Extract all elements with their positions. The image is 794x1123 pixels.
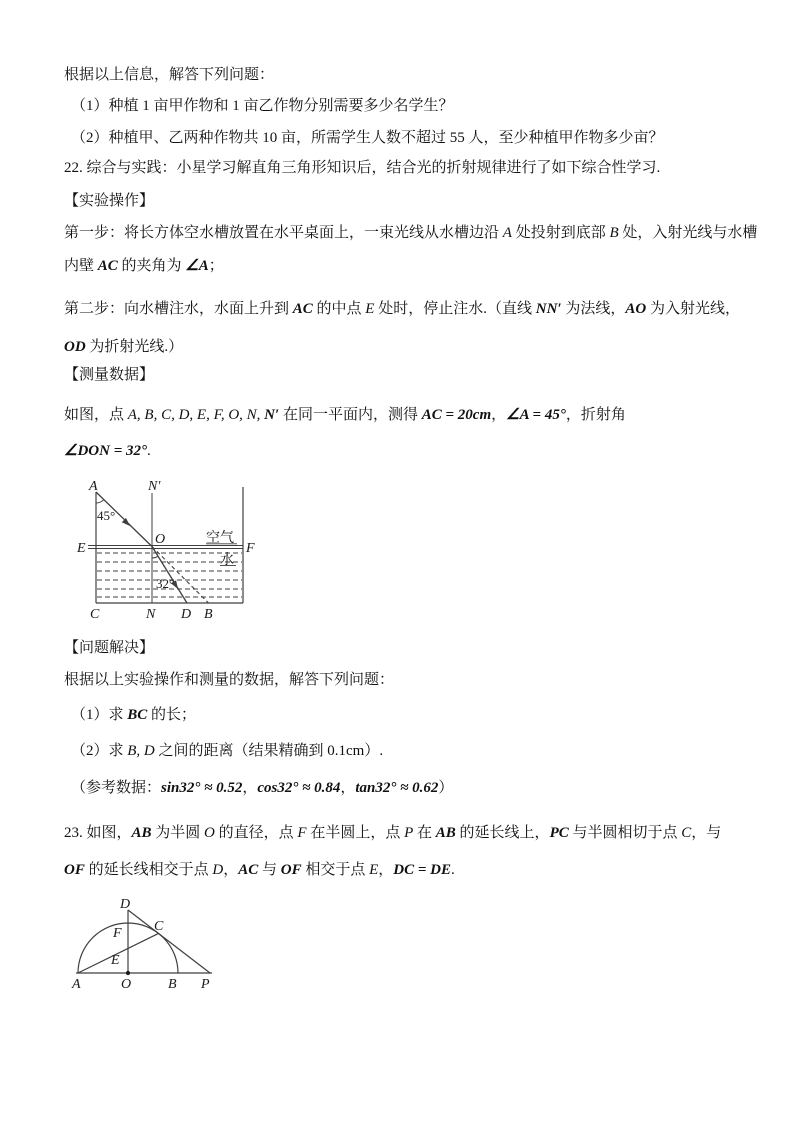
text-run: 的直径，点 [214,825,298,841]
section-header [64,191,154,212]
math-run: O [204,825,215,841]
text-run: 的夹角为 [117,258,186,274]
text-run: 【问题解决】 [64,640,155,656]
math-run: OF [64,862,85,878]
text-run: （1）种植 1 亩甲作物和 1 亩乙作物分别需要多少名学生？ [71,98,454,114]
math-run: D [212,862,224,878]
math-run: OF [280,862,302,878]
text-run: 内壁 [64,258,98,274]
point-label-N-prime: N′ [148,479,161,494]
text-line [64,823,721,844]
angle-32-label: 32° [156,576,175,591]
math-run: B [609,225,619,241]
text-run: （2）求 [71,743,128,759]
text-run: 的延长线相交于点 [84,862,213,878]
text-line [71,128,664,149]
angle-45-label: 45° [97,508,116,523]
math-run: AO [625,301,647,317]
math-run: E [369,862,379,878]
text-run: 如图，点 [64,407,128,423]
math-run: E [365,301,375,317]
math-run: sin32° ≈ 0.52 [161,780,243,796]
text-run: 在 [413,825,436,841]
point-label-O: O [155,532,166,547]
water-label: 水 [220,553,234,568]
text-run: （参考数据： [71,780,162,796]
math-run: C [681,825,692,841]
text-run: 与半圆相切于点 [568,825,682,841]
point-label-B: B [168,977,177,992]
text-run: 【实验操作】 [64,193,155,209]
math-run: BC [127,707,148,723]
math-run: AC [292,301,313,317]
text-line [71,778,453,799]
text-run: ，折射角 [565,407,626,423]
point-label-A: A [89,479,98,494]
point-label-O: O [121,977,132,992]
text-line [64,299,740,320]
angle-arc-32 [152,556,158,558]
text-run: 相交于点 [301,862,370,878]
text-run: . [451,862,455,878]
math-run: AC [238,862,259,878]
point-label-D: D [181,607,192,622]
straight-path-dashed [152,547,209,604]
text-run: 处，入射光线与水槽 [618,225,758,241]
text-line [64,860,455,881]
math-run: A [502,225,512,241]
point-label-F: F [113,926,122,941]
math-run: AB [131,825,152,841]
math-run: A, B, C, D, E, F, O, N, [127,407,265,423]
math-run: NN′ [535,301,562,317]
text-run: 根据以上实验操作和测量的数据，解答下列问题： [64,672,395,688]
text-line [64,223,757,244]
text-line [71,741,383,762]
text-line [64,405,626,426]
math-run: OD [64,339,86,355]
text-run: 的长； [147,707,197,723]
text-run: ， [223,862,239,878]
math-run: N′ [264,407,280,423]
math-run: tan32° ≈ 0.62 [355,780,439,796]
text-run: 23. 如图， [64,825,132,841]
center-dot-O [126,971,130,975]
text-run: 第一步：将长方体空水槽放置在水平桌面上，一束光线从水槽边沿 [64,225,503,241]
math-run: ∠A = 45° [506,407,566,423]
circle-tangent-diagram [60,893,220,998]
text-run: （2）种植甲、乙两种作物共 10 亩，所需学生人数不超过 55 人，至少种植甲作物多少亩？ [71,130,664,146]
text-run: 为法线， [561,301,626,317]
point-label-A: A [72,977,81,992]
text-line [64,441,151,462]
text-run: ， [340,780,356,796]
text-line [64,158,660,179]
point-label-F: F [246,541,255,556]
text-run: ； [208,258,224,274]
text-run: 为入射光线， [646,301,740,317]
text-run: 第二步：向水槽注水，水面上升到 [64,301,293,317]
math-run: ∠A [185,258,209,274]
math-run: AC [97,258,118,274]
text-run: 在半圆上，点 [306,825,405,841]
angle-arc-45 [96,500,104,503]
text-run: 处时，停止注水.（直线 [374,301,536,317]
math-run: DC = DE [393,862,452,878]
tangent-DP [128,910,210,973]
point-label-N: N [146,607,156,622]
text-run: 与 [258,862,281,878]
text-line [71,705,196,726]
text-run: ，与 [691,825,722,841]
math-run: AB [435,825,456,841]
text-run: ， [491,407,507,423]
air-label: 空气 [206,531,234,546]
math-run: ∠DON = 32° [64,443,147,459]
section-header [64,638,154,659]
text-run: 处投射到底部 [511,225,610,241]
text-run: 为折射光线.） [85,339,184,355]
math-run: PC [549,825,569,841]
point-label-C: C [90,607,100,622]
text-line [71,96,454,117]
text-run: ， [378,862,394,878]
point-label-P: P [201,977,210,992]
point-label-C: C [154,919,164,934]
text-line [64,337,183,358]
point-label-B: B [204,607,213,622]
text-run: ） [438,780,454,796]
text-run: 的延长线上， [455,825,550,841]
refracted-ray [152,547,187,604]
point-label-D: D [120,897,131,912]
section-header [64,365,154,386]
text-line [64,65,274,86]
math-run: F [297,825,307,841]
point-label-E: E [77,541,86,556]
text-run: 根据以上信息，解答下列问题： [64,67,275,83]
math-run: cos32° ≈ 0.84 [257,780,341,796]
text-run: . [147,443,151,459]
text-run: 为半圆 [151,825,205,841]
text-run: ， [242,780,258,796]
text-run: （1）求 [71,707,128,723]
text-run: 22. 综合与实践：小星学习解直角三角形知识后，结合光的折射规律进行了如下综合性学习. [64,160,661,176]
optics-refraction-diagram [70,473,265,625]
text-run: 【测量数据】 [64,367,155,383]
math-run: B, D [127,743,155,759]
text-run: 之间的距离（结果精确到 0.1cm）. [154,743,384,759]
point-label-E: E [111,953,120,968]
math-run: P [404,825,414,841]
text-line [64,670,394,691]
text-run: 的中点 [312,301,366,317]
text-run: 在同一平面内，测得 [279,407,422,423]
text-line [64,256,224,277]
math-run: AC = 20cm [421,407,492,423]
